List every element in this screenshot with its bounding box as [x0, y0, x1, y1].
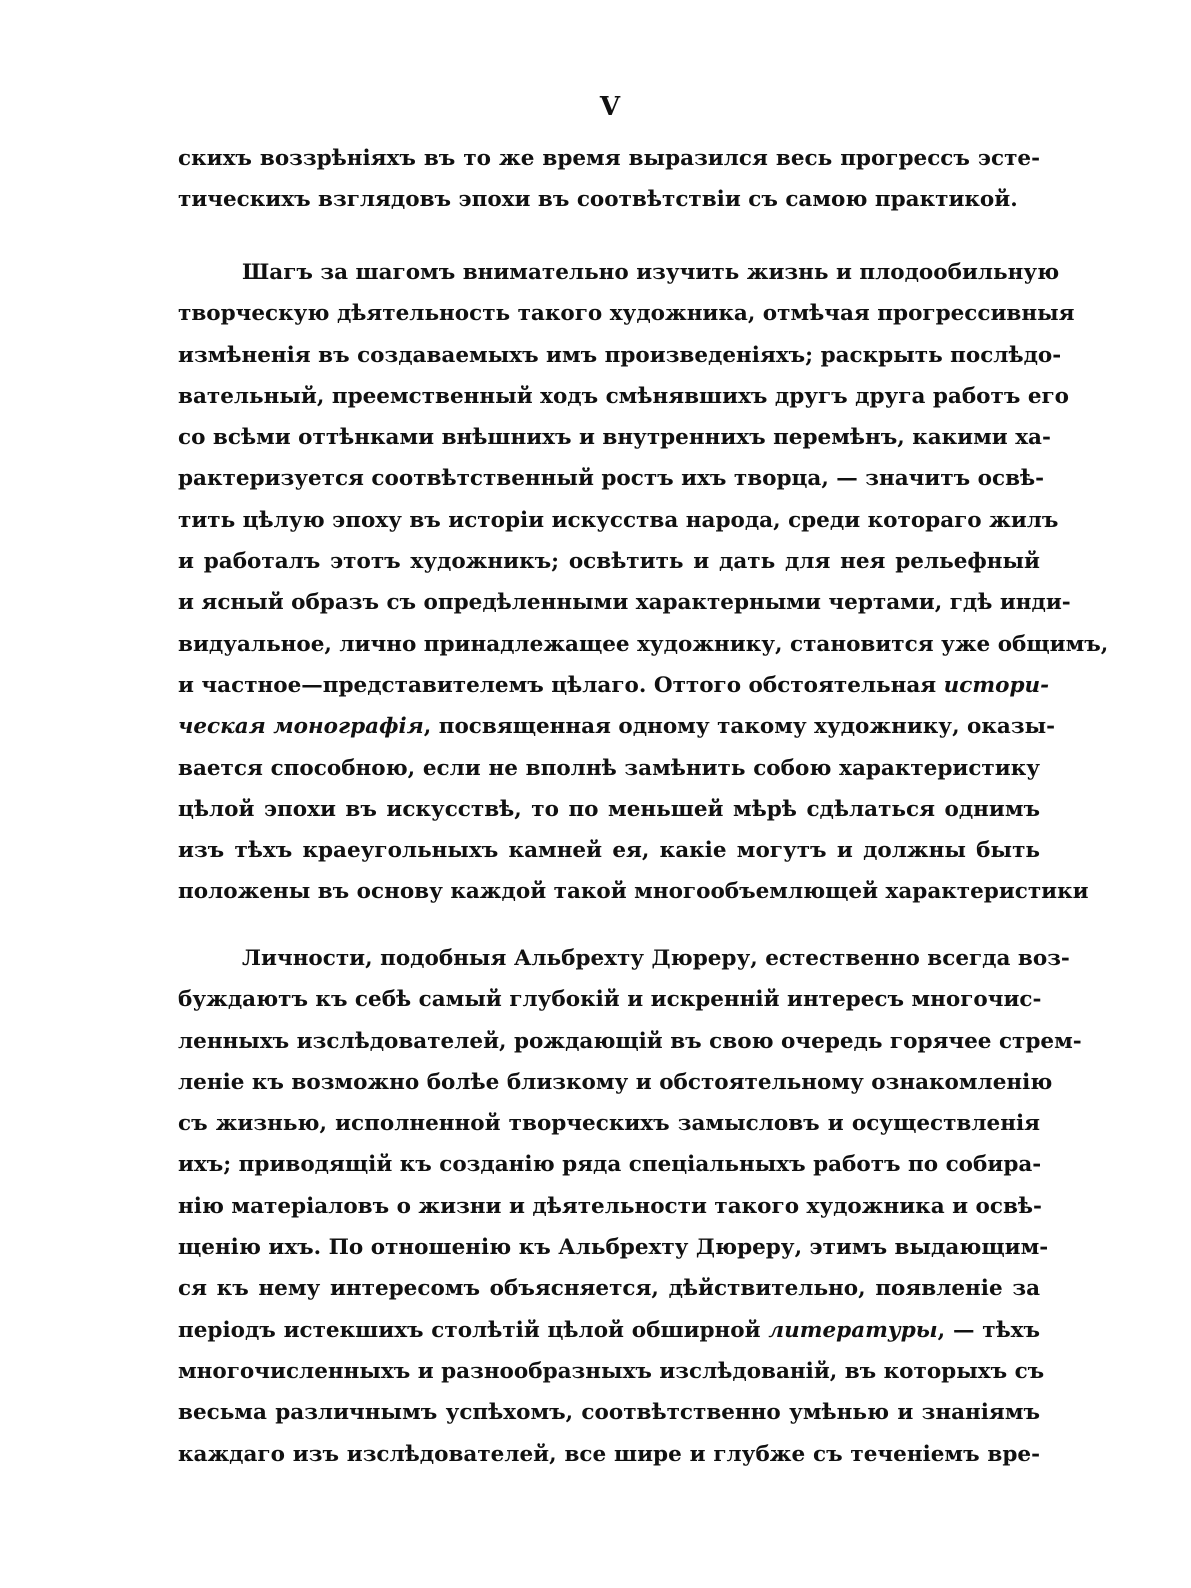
- text-line: ленныхъ изслѣдователей, рождающій въ свою очередь горячее стрем-: [178, 1028, 1082, 1054]
- text-line: положены въ основу каждой такой многообъемлющей характеристики: [178, 879, 1089, 905]
- italic-text: истори-: [943, 672, 1050, 698]
- text-line: рактеризуется соотвѣтственный ростъ ихъ творца, — значитъ освѣ-: [178, 466, 1045, 492]
- text-line: щенію ихъ. По отношенію къ Альбрехту Дюреру, этимъ выдающим-: [178, 1235, 1049, 1261]
- text-line: ся къ нему интересомъ объясняется, дѣйствительно, появленіе за: [178, 1276, 1040, 1302]
- text-line: скихъ воззрѣніяхъ въ то же время выразился весь прогрессъ эсте-: [178, 146, 1040, 171]
- text-line: изъ тѣхъ краеугольныхъ камней ея, какіе могутъ и должны быть: [178, 838, 1040, 864]
- text-line: и работалъ этотъ художникъ; освѣтить и дать для нея рельефный: [178, 549, 1040, 575]
- text-line: буждаютъ къ себѣ самый глубокій и искренній интересъ многочис-: [178, 987, 1042, 1013]
- text-line: нію матеріаловъ о жизни и дѣятельности такого художника и освѣ-: [178, 1193, 1042, 1219]
- text-line: вательный, преемственный ходъ смѣнявшихъ другъ друга работъ его: [178, 383, 1070, 409]
- page-number: V: [599, 92, 621, 122]
- text-line-with-italic: періодъ истекшихъ столѣтій цѣлой обширной литературы, — тѣхъ: [178, 1317, 1040, 1343]
- text-line: и ясный образъ съ опредѣленными характерными чертами, гдѣ инди-: [178, 590, 1071, 616]
- text-line: со всѣми оттѣнками внѣшнихъ и внутреннихъ перемѣнъ, какими ха-: [178, 425, 1051, 451]
- text-line: ихъ; приводящій къ созданію ряда спеціальныхъ работъ по собира-: [178, 1152, 1042, 1178]
- paragraph-3: [178, 938, 1082, 1475]
- paragraph-1: [178, 138, 1040, 221]
- text-line: леніе къ возможно болѣе близкому и обстоятельному ознакомленію: [178, 1069, 1053, 1095]
- text-line: многочисленныхъ и разнообразныхъ изслѣдованій, въ которыхъ съ: [178, 1358, 1045, 1384]
- text-line: съ жизнью, исполненной творческихъ замысловъ и осуществленія: [178, 1111, 1040, 1137]
- text-line: вается способною, если не вполнѣ замѣнить собою характеристику: [178, 755, 1040, 781]
- text-line: тическихъ взглядовъ эпохи въ соотвѣтствіи съ самою практикой.: [178, 187, 1018, 213]
- text-line: Шагъ за шагомъ внимательно изучить жизнь и плодообильную: [242, 260, 1060, 285]
- text-line-with-italic: ческая монографія, посвященная одному такому художнику, оказы-: [178, 714, 1056, 740]
- text-line-with-italic: и частное—представителемъ цѣлаго. Оттого обстоятельная истори-: [178, 672, 1050, 698]
- text-line: тить цѣлую эпоху въ исторіи искусства народа, среди котораго жилъ: [178, 507, 1059, 533]
- text-line: цѣлой эпохи въ искусствѣ, то по меньшей мѣрѣ сдѣлаться однимъ: [178, 796, 1040, 822]
- text-line: видуальное, лично принадлежащее художнику, становится уже общимъ,: [178, 631, 1109, 657]
- italic-text: литературы: [768, 1317, 938, 1343]
- italic-text: ческая монографія: [178, 714, 424, 740]
- paragraph-2: [178, 252, 1109, 913]
- text-line: измѣненія въ создаваемыхъ имъ произведеніяхъ; раскрыть послѣдо-: [178, 342, 1062, 368]
- text-line: весьма различнымъ успѣхомъ, соотвѣтственно умѣнью и знаніямъ: [178, 1400, 1040, 1426]
- text-line: каждаго изъ изслѣдователей, все шире и глубже съ теченіемъ вре-: [178, 1441, 1040, 1467]
- text-line: творческую дѣятельность такого художника, отмѣчая прогрессивныя: [178, 301, 1075, 327]
- text-line: Личности, подобныя Альбрехту Дюреру, естественно всегда воз-: [242, 946, 1070, 971]
